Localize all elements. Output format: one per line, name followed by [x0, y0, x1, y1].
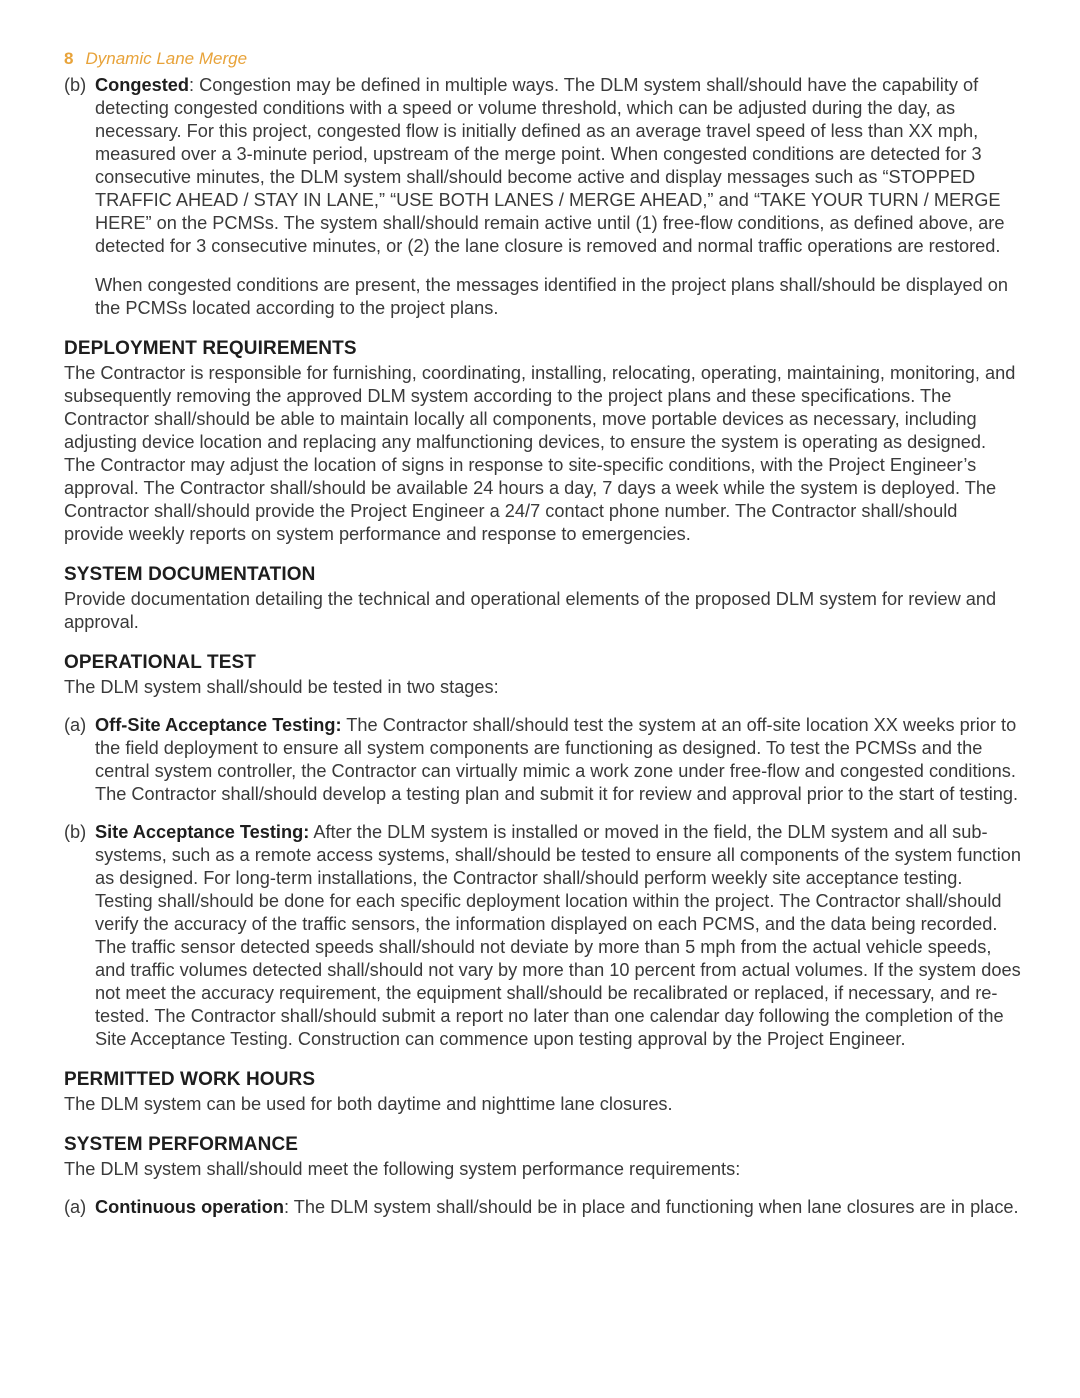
continuous-operation-text: : The DLM system shall/should be in place and functioning when lane closures are in place. — [283, 1197, 1019, 1217]
section-heading-work-hours: PERMITTED WORK HOURS — [64, 1069, 316, 1090]
congested-definition-item — [64, 74, 1022, 320]
list-item-continuous-operation — [64, 1196, 1022, 1219]
section-heading-documentation: SYSTEM DOCUMENTATION — [64, 564, 316, 585]
list-item-site-testing — [64, 821, 1022, 1051]
offsite-testing-label: Off-Site Acceptance Testing: — [95, 715, 342, 735]
section-heading-deployment: DEPLOYMENT REQUIREMENTS — [64, 338, 357, 359]
congested-label: Congested — [95, 75, 189, 95]
site-testing-paragraph — [95, 821, 1022, 1051]
document-page — [64, 46, 1022, 1234]
running-header — [64, 46, 1022, 72]
deployment-requirements-section — [64, 335, 1022, 546]
list-item-offsite-testing — [64, 714, 1022, 806]
deployment-paragraph: The Contractor is responsible for furnishing, coordinating, installing, relocating, operating, maintaining, monitoring, and subsequently removing the approved DLM system according to the project plans and these specifications. The Contractor shall/should be able to maintain locally all components, move portable devices as necessary, including adjusting device location and replacing any malfunctioning devices, to ensure the system is operating as designed. The Contractor may adjust the location of signs in response to site-specific conditions, with the Project Engineer’s approval. The Contractor shall/should be available 24 hours a day, 7 days a week while the system is deployed. The Contractor shall/should provide the Project Engineer a 24/7 contact phone number. The Contractor shall/should provide weekly reports on system performance and response to emergencies. — [64, 363, 1016, 544]
system-performance-section — [64, 1131, 1022, 1219]
system-documentation-section — [64, 561, 1022, 634]
list-marker: (b) — [64, 822, 87, 842]
congested-followup-paragraph: When congested conditions are present, the messages identified in the project plans shall/should be displayed on the PCMSs located according to the project plans. — [95, 275, 1008, 318]
section-heading-operational-test: OPERATIONAL TEST — [64, 652, 256, 673]
running-header-title: Dynamic Lane Merge — [85, 49, 248, 68]
documentation-paragraph: Provide documentation detailing the technical and operational elements of the proposed DLM system for review and approval. — [64, 589, 997, 632]
list-marker: (a) — [64, 1197, 87, 1217]
page-number: 8 — [64, 49, 74, 68]
offsite-testing-paragraph — [95, 714, 1022, 806]
permitted-work-hours-section — [64, 1066, 1022, 1116]
work-hours-paragraph: The DLM system can be used for both daytime and nighttime lane closures. — [64, 1094, 673, 1114]
site-testing-text: After the DLM system is installed or moved in the field, the DLM system and all sub-systems, such as a remote access systems, shall/should be tested to ensure all components of the system function as designed. For long-term installations, the Contractor shall/should perform weekly site acceptance testing. Testing shall/should be done for each specific deployment location within the project. The Contractor shall/should verify the accuracy of the traffic sensors, the information displayed on each PCMS, and the data being recorded. The traffic sensor detected speeds shall/should not deviate by more than 5 mph from the actual vehicle speeds, and traffic volumes detected shall/should not vary by more than 10 percent from actual volumes. If the system does not meet the accuracy requirement, the equipment shall/should be recalibrated or replaced, if necessary, and re-tested. The Contractor shall/should submit a report no later than one calendar day following the completion of the Site Acceptance Testing. Construction can commence upon testing approval by the Project Engineer. — [95, 822, 1021, 1049]
performance-intro: The DLM system shall/should meet the following system performance requirements: — [64, 1159, 741, 1179]
operational-test-intro: The DLM system shall/should be tested in two stages: — [64, 677, 499, 697]
list-marker: (b) — [64, 75, 87, 95]
operational-test-section — [64, 649, 1022, 1051]
list-marker: (a) — [64, 715, 87, 735]
congested-text: : Congestion may be defined in multiple ways. The DLM system shall/should have the capability of detecting congested conditions with a speed or volume threshold, which can be adjusted during the day, as necessary. For this project, congested flow is initially defined as an average travel speed of less than XX mph, measured over a 3-minute period, upstream of the merge point. When congested conditions are detected for 3 consecutive minutes, the DLM system shall/should become active and display messages such as “STOPPED TRAFFIC AHEAD / STAY IN LANE,” “USE BOTH LANES / MERGE AHEAD,” and “TAKE YOUR TURN / MERGE HERE” on the PCMSs. The system shall/should remain active until (1) free-flow conditions, as defined above, are detected for 3 consecutive minutes, or (2) the lane closure is removed and normal traffic operations are restored. — [95, 75, 1005, 256]
continuous-operation-paragraph — [95, 1196, 1022, 1219]
site-testing-label: Site Acceptance Testing: — [95, 822, 310, 842]
section-heading-performance: SYSTEM PERFORMANCE — [64, 1134, 299, 1155]
congested-paragraph — [95, 74, 1022, 258]
offsite-testing-text: The Contractor shall/should test the system at an off-site location XX weeks prior to the field deployment to ensure all system components are functioning as designed. To test the PCMSs and the central system controller, the Contractor can virtually mimic a work zone under free-flow and congested conditions. The Contractor shall/should develop a testing plan and submit it for review and approval prior to the start of testing. — [95, 715, 1019, 804]
continuous-operation-label: Continuous operation — [95, 1197, 284, 1217]
